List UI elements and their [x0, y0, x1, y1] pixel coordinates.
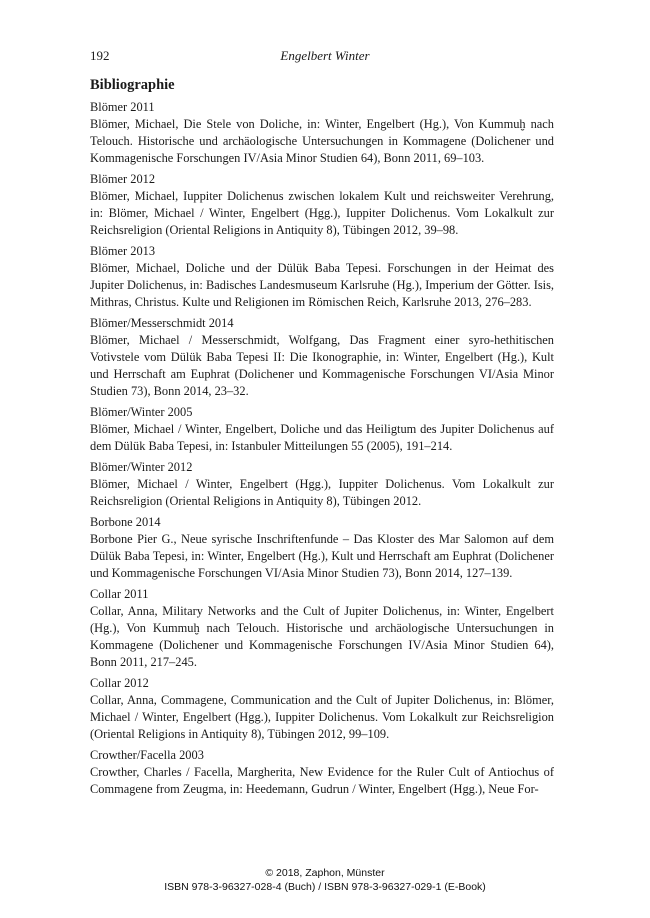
- entry-key: Collar 2012: [90, 676, 149, 690]
- entry-reference: Collar, Anna, Commagene, Communication and the Cult of Jupiter Dolichenus, in: Blömer, Michael / Winter, Engelbert (Hgg.), Iuppiter Dolichenus. Vom Lokalkult zur Reichsreligion (Oriental Religions in Antiquity 8), Tübingen 2012, 99–109.: [90, 693, 554, 741]
- bibliography-entry: [90, 243, 554, 311]
- bibliography-entry: [90, 747, 554, 798]
- entry-key: Blömer/Winter 2005: [90, 405, 193, 419]
- bibliography-entry: [90, 315, 554, 400]
- bibliography-entry: [90, 171, 554, 239]
- copyright-footer: [0, 866, 650, 894]
- entry-reference: Borbone Pier G., Neue syrische Inschriftenfunde – Das Kloster des Mar Salomon auf dem Dülük Baba Tepesi, in: Winter, Engelbert (Hg.), Kult und Herrschaft am Euphrat (Dolichener und Kommagenische Forschungen VI/Asia Minor Studien 73), Bonn 2014, 127–139.: [90, 532, 554, 580]
- entry-reference: Blömer, Michael / Winter, Engelbert, Doliche und das Heiligtum des Jupiter Dolichenus auf dem Dülük Baba Tepesi, in: Istanbuler Mitteilungen 55 (2005), 191–214.: [90, 422, 554, 453]
- page-number: 192: [90, 48, 110, 63]
- entry-reference: Blömer, Michael, Doliche und der Dülük Baba Tepesi. Forschungen in der Heimat des Jupiter Dolichenus, in: Badisches Landesmuseum Karlsruhe (Hg.), Imperium der Götter. Isis, Mithras, Christus. Kulte und Religionen im Römischen Reich, Karlsruhe 2013, 276–283.: [90, 261, 554, 309]
- section-title: Bibliographie: [90, 77, 175, 93]
- bibliography-entry: [90, 404, 554, 455]
- bibliography-entry: [90, 514, 554, 582]
- bibliography-entry: [90, 459, 554, 510]
- bibliography-entry: [90, 675, 554, 743]
- copyright-line: © 2018, Zaphon, Münster: [265, 867, 385, 879]
- running-head: Engelbert Winter: [280, 48, 370, 63]
- entry-key: Borbone 2014: [90, 515, 161, 529]
- entry-reference: Blömer, Michael, Die Stele von Doliche, in: Winter, Engelbert (Hg.), Von Kummuḫ nach Telouch. Historische und archäologische Untersuchungen in Kommagene (Dolichener und Kommagenische Forschungen IV/Asia Minor Studien 64), Bonn 2011, 69–103.: [90, 117, 554, 165]
- bibliography-entry: [90, 99, 554, 167]
- entry-reference: Collar, Anna, Military Networks and the Cult of Jupiter Dolichenus, in: Winter, Engelbert (Hg.), Von Kummuḫ nach Telouch. Historische und archäologische Untersuchungen in Kommagene (Dolichener und Kommagenische Forschungen IV/Asia Minor Studien 64), Bonn 2011, 217–245.: [90, 604, 554, 669]
- page-header: [90, 46, 560, 66]
- bibliography-entry: [90, 586, 554, 671]
- isbn-line: ISBN 978-3-96327-028-4 (Buch) / ISBN 978-3-96327-029-1 (E-Book): [164, 881, 486, 893]
- entry-key: Blömer/Messerschmidt 2014: [90, 316, 234, 330]
- entry-key: Blömer 2011: [90, 100, 155, 114]
- entry-reference: Crowther, Charles / Facella, Margherita, New Evidence for the Ruler Cult of Antiochus of Commagene from Zeugma, in: Heedemann, Gudrun / Winter, Engelbert (Hgg.), Neue For-: [90, 765, 554, 796]
- entry-key: Collar 2011: [90, 587, 149, 601]
- entry-key: Blömer 2013: [90, 244, 156, 258]
- entry-key: Blömer/Winter 2012: [90, 460, 193, 474]
- bibliography-list: [90, 99, 554, 802]
- entry-key: Blömer 2012: [90, 172, 156, 186]
- entry-reference: Blömer, Michael / Winter, Engelbert (Hgg.), Iuppiter Dolichenus. Vom Lokalkult zur Reichsreligion (Oriental Religions in Antiquity 8), Tübingen 2012.: [90, 477, 554, 508]
- entry-reference: Blömer, Michael / Messerschmidt, Wolfgang, Das Fragment einer syro-hethitischen Votivstele vom Dülük Baba Tepesi II: Die Ikonographie, in: Winter, Engelbert (Hg.), Kult und Herrschaft am Euphrat (Dolichener und Kommagenische Forschungen VI/Asia Minor Studien 73), Bonn 2014, 23–32.: [90, 333, 554, 398]
- entry-reference: Blömer, Michael, Iuppiter Dolichenus zwischen lokalem Kult und reichsweiter Verehrung, in: Blömer, Michael / Winter, Engelbert (Hgg.), Iuppiter Dolichenus. Vom Lokalkult zur Reichsreligion (Oriental Religions in Antiquity 8), Tübingen 2012, 39–98.: [90, 189, 554, 237]
- entry-key: Crowther/Facella 2003: [90, 748, 204, 762]
